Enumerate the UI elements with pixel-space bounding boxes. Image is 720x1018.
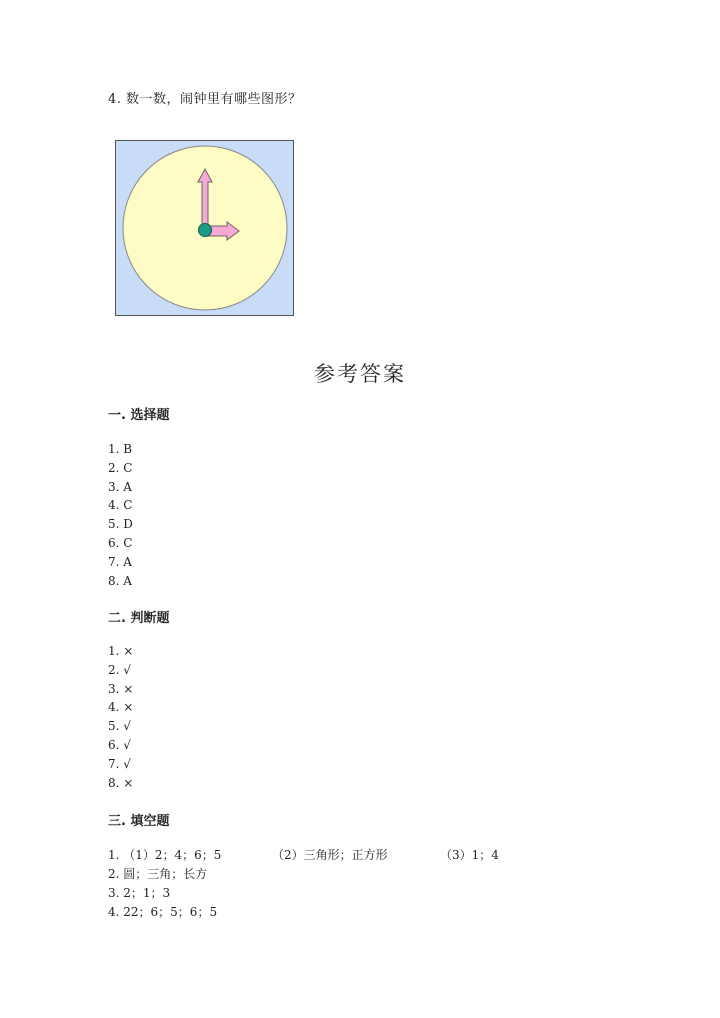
list-item: 2. √ [108,662,131,677]
judge-answer-list [108,642,133,792]
choice-answer-list [108,440,133,590]
list-item: 6. C [108,535,133,550]
list-item: 3. × [108,681,134,696]
list-item: 7. A [108,554,132,569]
fill-answer-3: 3. 2；1；3 [108,886,171,900]
question-text: 4. 数一数，闹钟里有哪些图形？ [108,92,302,107]
list-item: 8. A [108,573,132,588]
fill-answer-4: 4. 22；6；5；6；5 [108,905,218,919]
list-item: 3. A [108,479,132,494]
list-item: 8. × [108,775,134,790]
list-item: 7. √ [108,756,131,771]
fill-answer-1-part2: （2）三角形；正方形 [272,848,388,862]
answer-title: 参考答案 [314,362,406,386]
list-item: 1. B [108,442,133,456]
list-item: 6. √ [108,737,131,752]
section-heading-judge: 二. 判断题 [108,611,170,626]
list-item: 5. D [108,517,133,532]
fill-answer-2: 2. 圆；三角；长方 [108,867,208,881]
clock-center-dot [199,224,212,237]
section-heading-fill: 三. 填空题 [108,814,170,829]
section-heading-choice: 一. 选择题 [108,408,170,423]
fill-answer-1-part3: （3）1；4 [440,848,499,862]
list-item: 4. C [108,498,133,513]
list-item: 1. × [108,644,134,658]
list-item: 4. × [108,700,134,715]
fill-answer-1-part1: 1. （1）2；4；6；5 [108,848,222,862]
alarm-clock-figure [115,140,295,317]
list-item: 5. √ [108,719,131,734]
list-item: 2. C [108,460,133,475]
